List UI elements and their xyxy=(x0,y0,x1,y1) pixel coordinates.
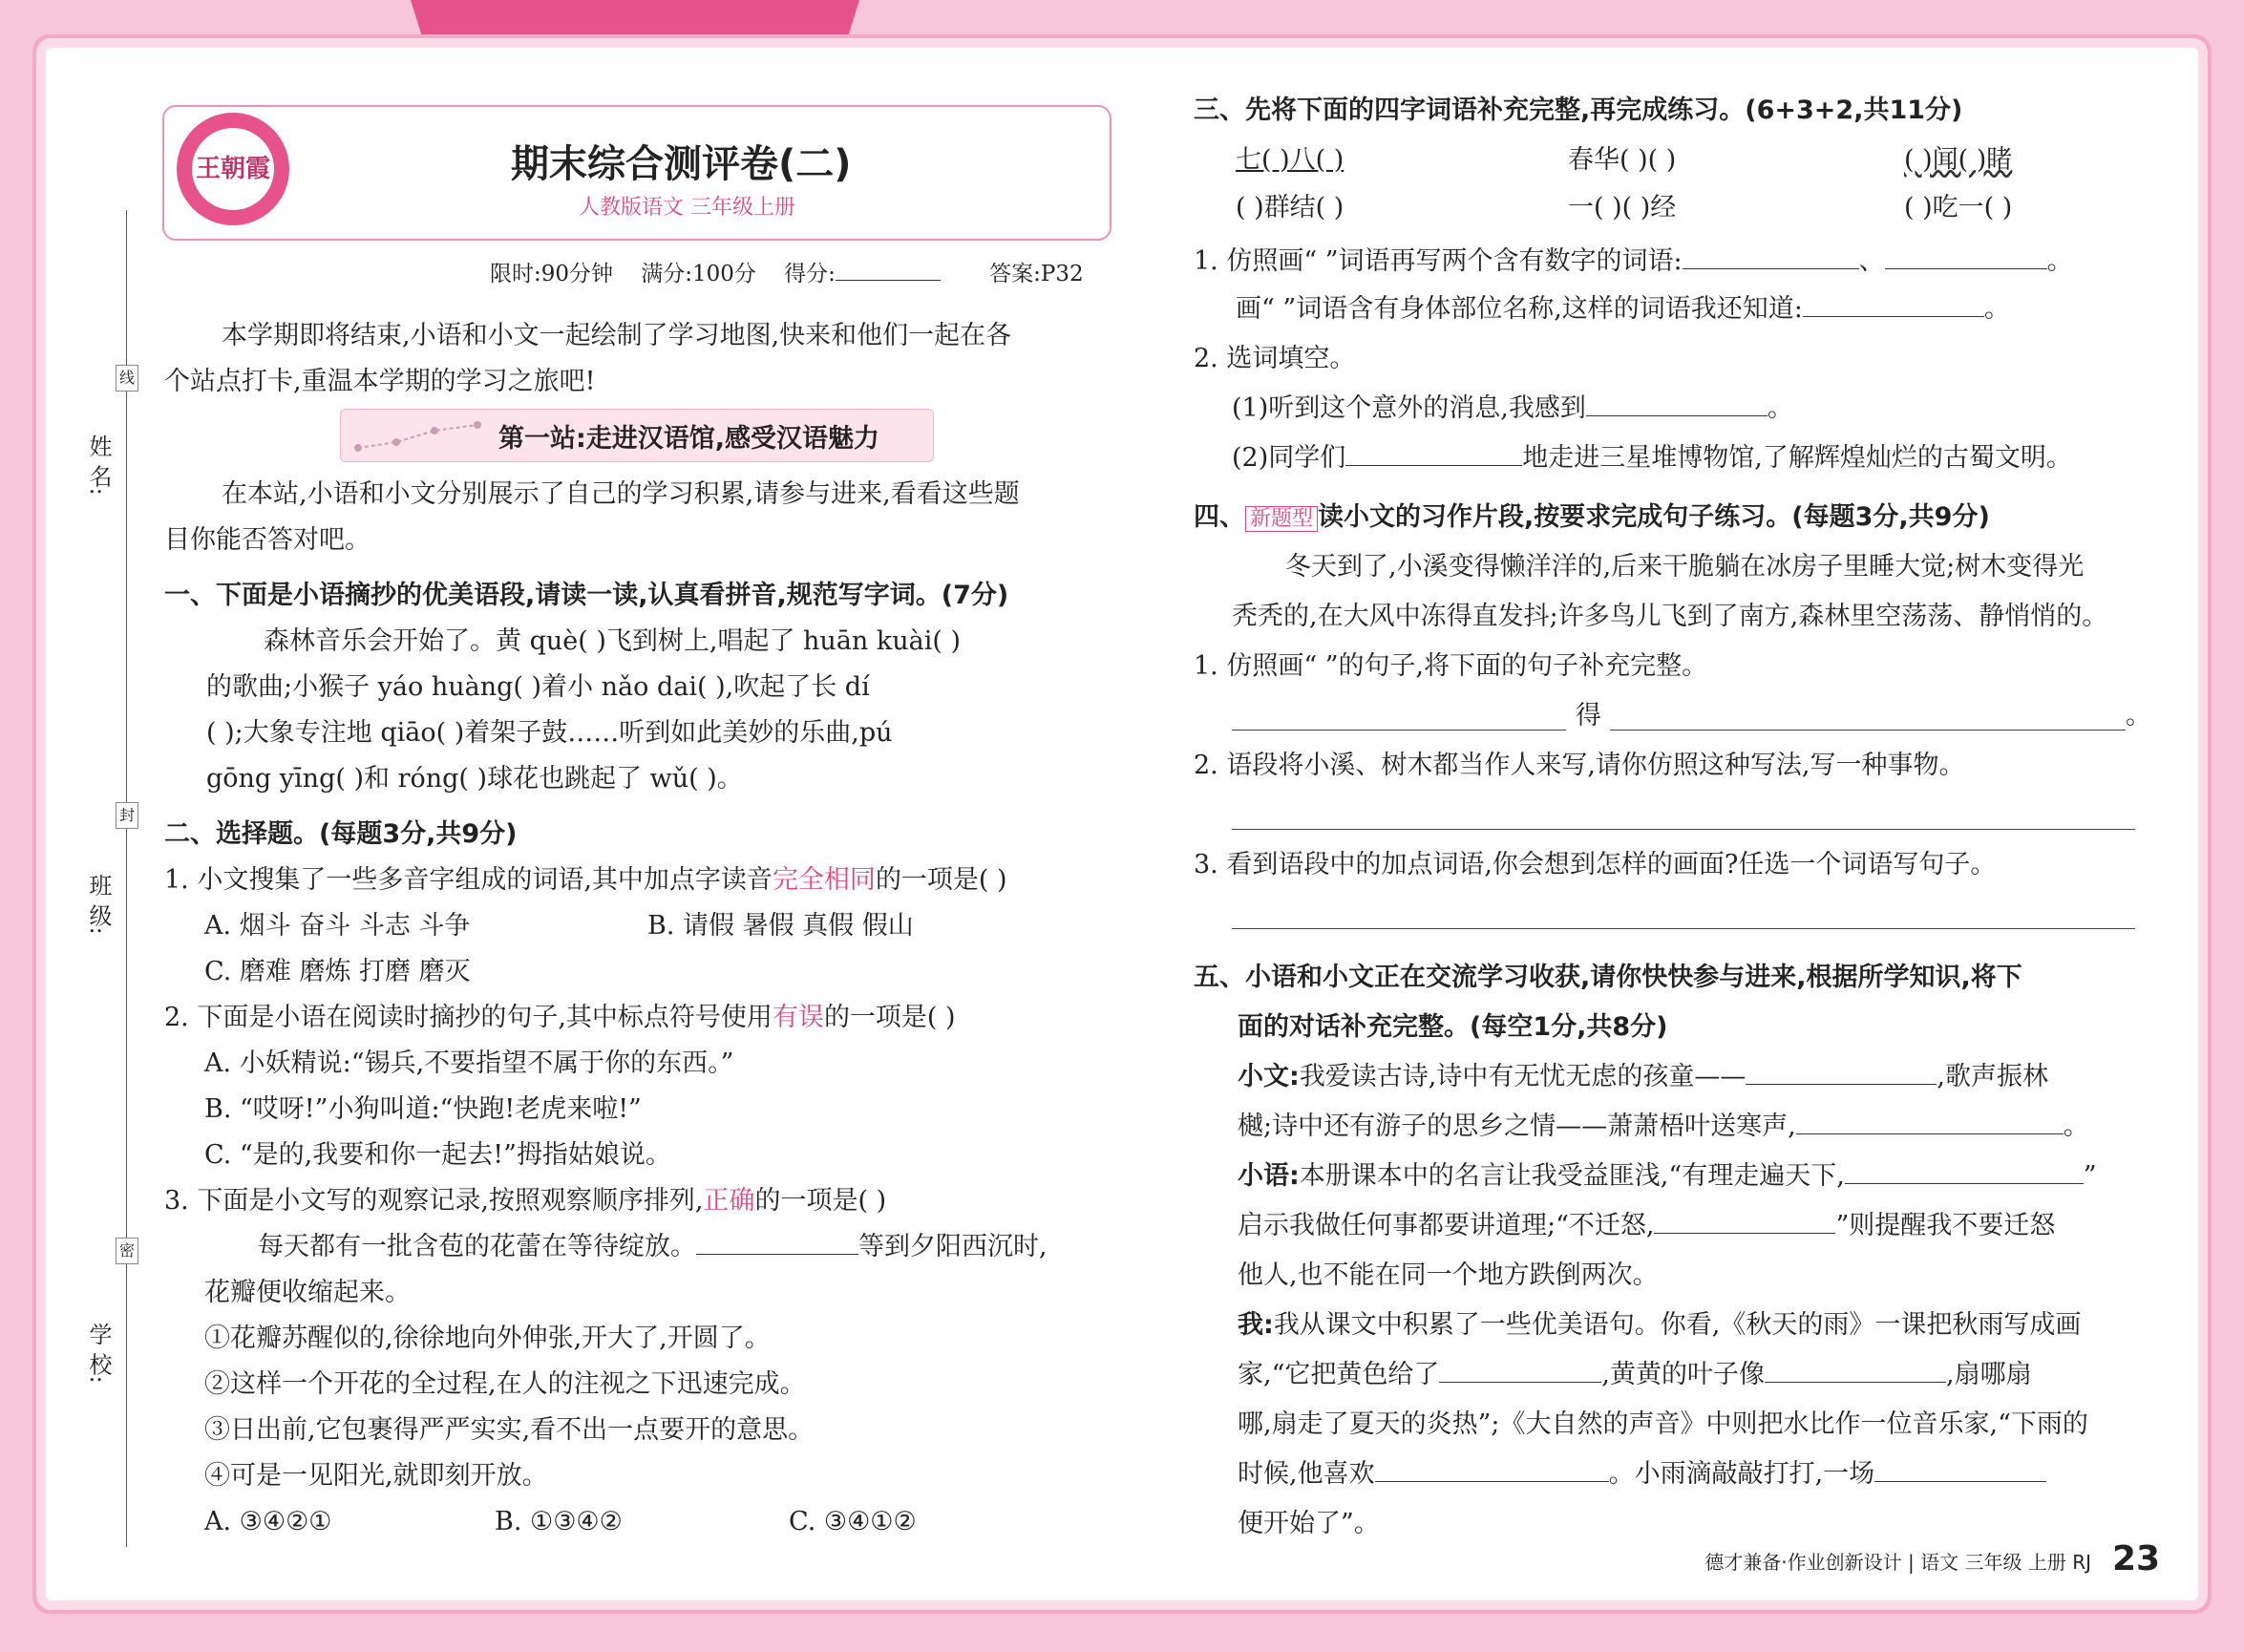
xiaoyu-label: 小语: xyxy=(1238,1161,1300,1191)
q5-blank-8[interactable] xyxy=(1874,1460,2046,1482)
q5-blank-7[interactable] xyxy=(1375,1460,1609,1482)
q2-3-bracket: 的一项是( ) xyxy=(754,1186,887,1216)
q2-item-2 xyxy=(164,995,956,1041)
q2-3-option-c[interactable]: C. ③④①② xyxy=(789,1507,917,1536)
q2-2-option-c[interactable]: C. “是的,我要和你一起去!”拇指姑娘说。 xyxy=(204,1140,671,1170)
q3-word-1[interactable]: 七( )八( ) xyxy=(1236,145,1344,175)
q2-3-option-b[interactable]: B. ①③④② xyxy=(495,1507,623,1536)
q5-blank-1[interactable] xyxy=(1746,1063,1937,1085)
q3-word-6[interactable]: ( )吃一( ) xyxy=(1904,193,2013,222)
q5-xiaoyu-2 xyxy=(1238,1203,2055,1249)
q3-word-3[interactable]: ( )闻( )睹 xyxy=(1904,145,2013,175)
station-intro-1: 在本站,小语和小文分别展示了自己的学习积累,请参与进来,看看这些题 xyxy=(222,479,1020,509)
q5-me1-text: 我从课文中积累了一些优美语句。你看,《秋天的雨》一课把秋雨写成画 xyxy=(1273,1310,2082,1340)
page-number: 23 xyxy=(2112,1539,2161,1578)
q2-item-1 xyxy=(164,858,1007,903)
q5-xiaowen-1 xyxy=(1238,1054,2048,1100)
q4-2-answer-line[interactable] xyxy=(1232,829,2135,830)
q5-blank-5[interactable] xyxy=(1439,1361,1601,1383)
school-label: 学 校: xyxy=(85,1323,112,1384)
me-label: 我: xyxy=(1238,1310,1274,1340)
station-intro-2: 目你能否答对吧。 xyxy=(164,525,370,555)
q2-3-passage-1a: 每天都有一批含苞的花蕾在等待绽放。 xyxy=(258,1232,696,1261)
answer-page: 答案:P32 xyxy=(989,262,1084,286)
q5-blank-6[interactable] xyxy=(1765,1361,1946,1383)
q3-word-4[interactable]: ( )群结( ) xyxy=(1236,193,1344,222)
q4-passage-2: 秃秃的,在大风中冻得直发抖;许多鸟儿飞到了南方,森林里空荡荡、静悄悄的。 xyxy=(1232,602,2108,631)
time-limit: 限时:90分钟 xyxy=(490,262,614,286)
binding-mark-seal: 封 xyxy=(116,802,138,829)
q5-me-4 xyxy=(1238,1451,2046,1497)
q3-sub-2-1 xyxy=(1232,386,1793,432)
new-type-badge: 新题型 xyxy=(1245,506,1318,532)
full-score: 满分:100分 xyxy=(641,262,756,286)
q3-2-2-tail: 地走进三星堆博物馆,了解辉煌灿烂的古蜀文明。 xyxy=(1522,443,2072,473)
q3-sub-1b xyxy=(1236,286,2010,332)
q2-3-blank[interactable] xyxy=(696,1233,858,1255)
q4-1-blank-a[interactable] xyxy=(1232,730,1566,731)
student-name-label: 姓 名: xyxy=(85,434,112,496)
q1-line-2: 的歌曲;小猴子 yáo huàng( )着小 nǎo dai( ),吹起了长 dí xyxy=(206,672,870,702)
q5-me-1 xyxy=(1238,1303,2081,1348)
q3-sub-2-2 xyxy=(1232,435,2072,481)
q3-2-1-blank[interactable] xyxy=(1586,394,1768,416)
q5-heading-1: 五、小语和小文正在交流学习收获,请你快快参与进来,根据所学知识,将下 xyxy=(1194,963,2022,992)
logo-text: 王朝霞 xyxy=(192,128,274,210)
q2-3-passage-1 xyxy=(258,1224,1048,1270)
q1-line-3: ( );大象专注地 qiāo( )着架子鼓……听到如此美妙的乐曲,pú xyxy=(206,718,893,748)
binding-mark-line: 线 xyxy=(116,365,138,392)
q2-3-sentence-1: ①花瓣苏醒似的,徐徐地向外伸张,开大了,开圆了。 xyxy=(204,1324,771,1353)
q4-sub-3: 3. 看到语段中的加点词语,你会想到怎样的画面?任选一个词语写句子。 xyxy=(1194,850,1997,879)
intro-line-2: 个站点打卡,重温本学期的学习之旅吧! xyxy=(164,367,596,396)
score-field[interactable] xyxy=(836,259,941,281)
page-title: 期末综合测评卷(二) xyxy=(511,142,852,186)
q3-1-sep: 、 xyxy=(1858,246,1885,276)
q2-1-text: 1. 小文搜集了一些多音字组成的词语,其中加点字读音 xyxy=(164,865,773,895)
q3-1-text: 1. 仿照画“ ”词语再写两个含有数字的词语: xyxy=(1194,246,1683,276)
q5-blank-3[interactable] xyxy=(1845,1162,2084,1184)
q2-3-option-a[interactable]: A. ③④②① xyxy=(204,1507,332,1536)
q5-xw1-tail: ,歌声振林 xyxy=(1937,1062,2048,1091)
q2-1-option-b[interactable]: B. 请假 暑假 真假 假山 xyxy=(647,911,914,941)
q5-me2-mid: ,黄黄的叶子像 xyxy=(1601,1360,1765,1389)
q3-2-2-blank[interactable] xyxy=(1345,444,1522,466)
q5-xy1-end: ” xyxy=(2083,1161,2097,1191)
q5-heading-2: 面的对话补充完整。(每空1分,共8分) xyxy=(1238,1012,1668,1042)
q3-1b-text: 画“ ”词语含有身体部位名称,这样的词语我还知道: xyxy=(1236,294,1803,324)
q5-blank-2[interactable] xyxy=(1796,1112,2064,1134)
q1-line-1: 森林音乐会开始了。黄 què( )飞到树上,唱起了 huān kuài( ) xyxy=(264,626,962,656)
page-subtitle: 人教版语文 三年级上册 xyxy=(579,196,795,220)
q2-1-keyword: 完全相同 xyxy=(772,865,876,895)
q5-me2-text: 家,“它把黄色给了 xyxy=(1238,1360,1440,1389)
score-label: 得分: xyxy=(784,262,836,286)
q5-me-5: 便开始了”。 xyxy=(1238,1509,1380,1538)
q4-1-blank-b[interactable] xyxy=(1610,730,2126,731)
q2-item-3 xyxy=(164,1178,886,1224)
q5-xw1-text: 我爱读古诗,诗中有无忧无虑的孩童—— xyxy=(1299,1062,1747,1091)
q3-2-1-end: 。 xyxy=(1767,393,1793,423)
q2-2-option-a[interactable]: A. 小妖精说:“锡兵,不要指望不属于你的东西。” xyxy=(204,1048,734,1078)
xiaowen-label: 小文: xyxy=(1238,1062,1300,1091)
q5-blank-4[interactable] xyxy=(1654,1212,1835,1234)
q5-xiaoyu-1 xyxy=(1238,1154,2097,1199)
q3-sub-2: 2. 选词填空。 xyxy=(1194,344,1356,373)
q3-1-blank-b[interactable] xyxy=(1885,247,2047,269)
brand-logo xyxy=(177,113,289,225)
class-label: 班 级: xyxy=(85,874,112,935)
q4-heading-text: 读小文的习作片段,按要求完成句子练习。(每题3分,共9分) xyxy=(1318,502,1990,532)
q2-3-sentence-2: ②这样一个开花的全过程,在人的注视之下迅速完成。 xyxy=(204,1369,806,1399)
q2-3-sentence-4: ④可是一见阳光,就即刻开放。 xyxy=(204,1461,548,1491)
q2-3-text: 3. 下面是小文写的观察记录,按照观察顺序排列, xyxy=(164,1186,704,1216)
exam-meta xyxy=(490,256,1084,287)
q5-xiaowen-2 xyxy=(1238,1104,2089,1150)
q4-1-de: 得 xyxy=(1576,701,1601,731)
q3-2-1-text: (1)听到这个意外的消息,我感到 xyxy=(1232,393,1586,423)
q5-xw2-end: 。 xyxy=(2063,1112,2089,1141)
q1-line-4: gōng yīng( )和 róng( )球花也跳起了 wǔ( )。 xyxy=(206,764,743,794)
q2-3-keyword: 正确 xyxy=(703,1186,755,1216)
q5-me4-text: 时候,他喜欢 xyxy=(1238,1459,1375,1489)
q5-me-2 xyxy=(1238,1352,2032,1398)
q5-me2-tail: ,扇哪扇 xyxy=(1945,1360,2032,1389)
q3-1b-end: 。 xyxy=(1983,294,2010,324)
q5-me4-mid: 。小雨滴敲敲打打,一场 xyxy=(1608,1459,1875,1489)
q3-word-5[interactable]: 一( )( )经 xyxy=(1568,193,1677,222)
q3-1b-blank[interactable] xyxy=(1803,295,1984,317)
q4-sub-2: 2. 语段将小溪、树木都当作人来写,请你仿照这种写法,写一种事物。 xyxy=(1194,751,1965,780)
q5-xy1-text: 本册课本中的名言让我受益匪浅,“有理走遍天下, xyxy=(1299,1161,1845,1191)
q4-1-end: 。 xyxy=(2126,701,2151,731)
binding-mark-secret: 密 xyxy=(116,1238,138,1264)
q3-sub-1 xyxy=(1194,239,2073,285)
q2-2-keyword: 有误 xyxy=(772,1003,824,1032)
q2-2-bracket: 的一项是( ) xyxy=(823,1003,956,1032)
q2-1-option-a[interactable]: A. 烟斗 奋斗 斗志 斗争 xyxy=(204,911,471,941)
q4-number: 四、 xyxy=(1194,502,1245,532)
q3-2-2-text: (2)同学们 xyxy=(1232,443,1346,473)
q2-3-passage-2: 花瓣便收缩起来。 xyxy=(204,1278,411,1307)
q2-3-sentence-3: ③日出前,它包裹得严严实实,看不出一点要开的意思。 xyxy=(204,1415,815,1445)
q3-heading: 三、先将下面的四字词语补充完整,再完成练习。(6+3+2,共11分) xyxy=(1194,95,1963,125)
q4-passage-1: 冬天到了,小溪变得懒洋洋的,后来干脆躺在冰房子里睡大觉;树木变得光 xyxy=(1285,552,2085,582)
q4-sub-1: 1. 仿照画“ ”的句子,将下面的句子补充完整。 xyxy=(1194,651,1708,681)
station-1-title: 第一站:走进汉语馆,感受汉语魅力 xyxy=(498,424,880,454)
q5-xw2-text: 樾;诗中还有游子的思乡之情——萧萧梧叶送寒声, xyxy=(1238,1112,1796,1141)
q2-1-bracket: 的一项是( ) xyxy=(875,865,1007,895)
q4-heading xyxy=(1194,495,1990,542)
q3-word-2[interactable]: 春华( )( ) xyxy=(1568,145,1677,175)
intro-line-1: 本学期即将结束,小语和小文一起绘制了学习地图,快来和他们一起在各 xyxy=(222,321,1012,350)
q2-2-text: 2. 下面是小语在阅读时摘抄的句子,其中标点符号使用 xyxy=(164,1003,773,1032)
q5-me-3: 哪,扇走了夏天的炎热”;《大自然的声音》中则把水比作一位音乐家,“下雨的 xyxy=(1238,1409,2088,1439)
footer-text: 德才兼备·作业创新设计 | 语文 三年级 上册 RJ xyxy=(1704,1551,2091,1574)
binding-line xyxy=(126,210,127,1547)
q2-3-passage-1b: 等到夕阳西沉时, xyxy=(858,1232,1048,1261)
q5-xiaoyu-3: 他人,也不能在同一个地方跌倒两次。 xyxy=(1238,1260,1659,1290)
q3-1-blank-a[interactable] xyxy=(1683,247,1859,269)
q5-xy2-text: 启示我做任何事都要讲道理;“不迁怒, xyxy=(1238,1211,1655,1240)
map-route-icon xyxy=(349,410,492,461)
q2-2-option-b[interactable]: B. “哎呀!”小狗叫道:“快跑!老虎来啦!” xyxy=(204,1094,642,1124)
q5-xy2-tail: ”则提醒我不要迁怒 xyxy=(1835,1211,2056,1240)
q1-heading: 一、下面是小语摘抄的优美语段,请读一读,认真看拼音,规范写字词。(7分) xyxy=(164,581,1009,610)
q2-1-option-c[interactable]: C. 磨难 磨炼 打磨 磨灭 xyxy=(204,957,471,986)
q4-3-answer-line[interactable] xyxy=(1232,928,2135,929)
station-1-banner xyxy=(340,409,934,462)
q3-1-end: 。 xyxy=(2046,246,2073,276)
q2-heading: 二、选择题。(每题3分,共9分) xyxy=(164,819,518,849)
